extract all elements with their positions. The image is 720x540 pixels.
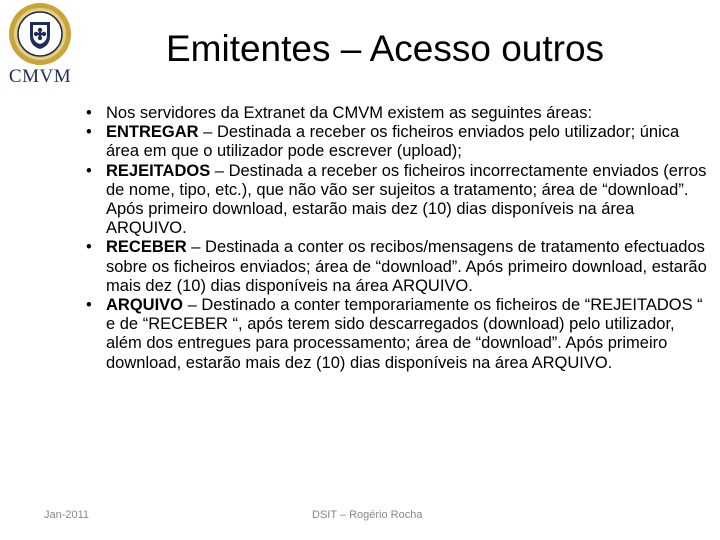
bullet-item bbox=[86, 104, 712, 123]
bullet-list bbox=[86, 104, 712, 373]
bullet-lead: REJEITADOS bbox=[106, 161, 211, 180]
bullet-lead: ARQUIVO bbox=[106, 296, 184, 315]
bullet-text: – Destinada a receber os ficheiros enviados pelo utilizador; única área em que o utilizador pode escrever (upload); bbox=[106, 123, 680, 161]
bullet-text: – Destinada a receber os ficheiros incorrectamente enviados (erros de nome, tipo, etc.), que não vão ser sujeitos a tratamento; área de “download”. Após primeiro download, estarão mais dez (10) dias disponíveis na área ARQUIVO. bbox=[106, 161, 707, 238]
bullet-item bbox=[86, 162, 712, 239]
bullet-item bbox=[86, 238, 712, 296]
footer-date: Jan-2011 bbox=[44, 509, 90, 521]
slide-title: Emitentes – Acesso outros bbox=[165, 28, 605, 69]
cmvm-logo bbox=[4, 2, 76, 102]
bullet-lead: ENTREGAR bbox=[106, 123, 199, 142]
footer-author: DSIT – Rogério Rocha bbox=[312, 509, 423, 521]
cmvm-seal-icon bbox=[8, 2, 72, 66]
logo-wordmark: CMVM bbox=[8, 66, 72, 87]
bullet-text: – Destinado a conter temporariamente os ficheiros de “REJEITADOS “ e de “RECEBER “, após terem sido descarregados (download) pelo utilizador, além dos entregues para processamento; área de “download”. Após primeiro download, estarão mais dez (10) dias disponíveis na área ARQUIVO. bbox=[106, 296, 703, 372]
bullet-text: – Destinada a conter os recibos/mensagens de tratamento efectuados sobre os ficheiros enviados; área de “download”. Após primeiro download, estarão mais dez (10) dias disponíveis na área ARQUIVO. bbox=[106, 238, 707, 295]
bullet-item bbox=[86, 296, 712, 373]
bullet-lead: RECEBER bbox=[106, 238, 187, 257]
bullet-text: Nos servidores da Extranet da CMVM existem as seguintes áreas: bbox=[106, 104, 593, 122]
bullet-item bbox=[86, 123, 712, 161]
